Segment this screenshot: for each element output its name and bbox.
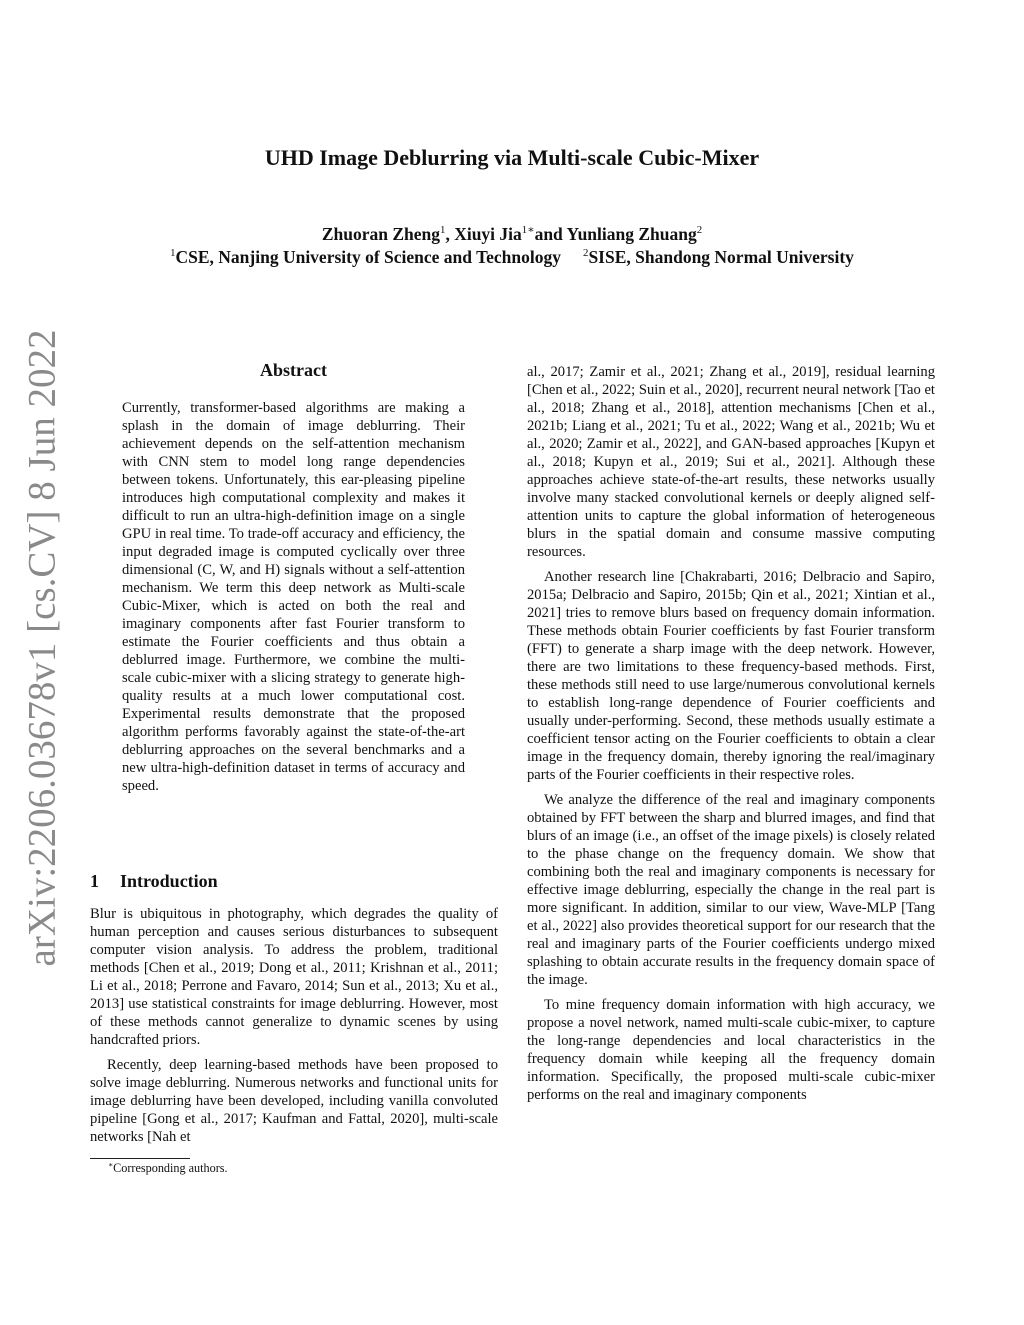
abstract-heading: Abstract (260, 360, 327, 380)
affiliation-list (0, 247, 1024, 268)
paper-title: UHD Image Deblurring via Multi-scale Cubic-Mixer (264, 145, 760, 170)
footnote-divider (90, 1158, 190, 1159)
author-affil-mark: 1∗ (521, 224, 535, 237)
section-heading (90, 871, 218, 892)
affiliation: $^2$SISE, Shandong Normal University (583, 247, 854, 267)
author-name: Yunliang Zhuang (566, 224, 697, 244)
paragraph: Blur is ubiquitous in photography, which degrades the quality of human perception and causes serious disturbances to subsequent computer vision analysis. To address the problem, traditional methods [Chen et al., 2019; Dong et al., 2011; Krishnan et al., 2011; Li et al., 2018; Perrone and Favaro, 2014; Sun et al., 2013; Xu et al., 2013] use statistical constraints for image deblurring. However, most of these methods cannot generalize to dynamic scenes by using handcrafted priors. (90, 906, 498, 1048)
intro-left-column (90, 905, 498, 1153)
author-name: Xiuyi Jia (454, 224, 522, 244)
paragraph: We analyze the difference of the real and imaginary components obtained by FFT between the sharp and blurred images, and find that blurs of an image (i.e., an offset of the image pixels) is closely related to the phase change on the frequency domain. We show that combining both the real and imaginary components is necessary for effective image deblurring, especially the change in the real part is more significant. In addition, similar to our view, Wave-MLP [Tang et al., 2022] also provides theoretical support for our research that the real and imaginary parts of the Fourier coefficients undergo mixed splashing to obtain accurate results in the frequency domain space of the image. (527, 792, 935, 988)
paragraph: Another research line [Chakrabarti, 2016; Delbracio and Sapiro, 2015a; Delbracio and Sapiro, 2015b; Qin et al., 2021; Xintian et al., 2021] tries to remove blurs based on frequency domain information. These methods obtain Fourier coefficients by fast Fourier transform (FFT) to generate a sharp image with the deep network. However, there are two limitations to these frequency-based methods. First, these methods still need to use large/numerous convolutional kernels to establish long-range dependence of Fourier coefficients and usually under-performing. Second, these methods usually estimate a coefficient tensor acting on the Fourier coefficients to obtain a clear image in the frequency domain, thereby ignoring the real/imaginary parts of the Fourier coefficients in their respective roles. (527, 569, 935, 783)
footnote (108, 1161, 228, 1176)
section-number: 1 (90, 871, 99, 891)
author-list: Zhuoran Zheng$^1$, Xiuyi Jia$^{1∗}$and Yunliang Zhuang$^2$ (321, 224, 703, 244)
intro-right-column (527, 363, 935, 1111)
author-affil-mark: 2 (696, 224, 703, 237)
paragraph: al., 2017; Zamir et al., 2021; Zhang et al., 2019], residual learning [Chen et al., 2022; Suin et al., 2020], recurrent neural network [Tao et al., 2018; Zhang et al., 2018], attention mechanisms [Chen et al., 2021b; Liang et al., 2021; Tu et al., 2022; Wang et al., 2021b; Wu et al., 2020; Zamir et al., 2022], and GAN-based approaches [Kupyn et al., 2018; Kupyn et al., 2019; Sui et al., 2021]. Although these approaches achieve state-of-the-art results, these networks usually involve many stacked convolutional kernels or deeply aligned self-attention units to capture the global information of heterogeneous blurs in the spatial domain and consume massive computing resources. (527, 364, 935, 560)
paragraph: To mine frequency domain information with high accuracy, we propose a novel network, named multi-scale cubic-mixer, to capture the long-range dependencies and local characteristics in the frequency domain while keeping all the frequency domain information. Specifically, the proposed multi-scale cubic-mixer performs on the real and imaginary components (527, 997, 935, 1103)
affiliation: $^1$CSE, Nanjing University of Science and Technology (170, 247, 562, 267)
author-affil-mark: 1 (440, 224, 446, 237)
section-title: Introduction (120, 871, 218, 891)
footnote-mark: ∗ (108, 1159, 114, 1169)
arxiv-identifier: arXiv:2206.03678v1 [cs.CV] 8 Jun 2022 (20, 329, 64, 967)
abstract-body: Currently, transformer-based algorithms are making a splash in the domain of image deblurring. Their achievement depends on the self-attention mechanism with CNN stem to model long range dependencies between tokens. Unfortunately, this ear-pleasing pipeline introduces high computational complexity and makes it difficult to run an ultra-high-definition image on a single GPU in real time. To trade-off accuracy and efficiency, the input degraded image is computed cyclically over three dimensional (C, W, and H) signals without a self-attention mechanism. We term this deep network as Multi-scale Cubic-Mixer, which is acted on both the real and imaginary components after fast Fourier transform to estimate the Fourier coefficients and thus obtain a deblurred image. Furthermore, we combine the multi-scale cubic-mixer with a slicing strategy to generate high-quality results at a much lower computational cost. Experimental results demonstrate that the proposed algorithm performs favorably against the state-of-the-art deblurring approaches on the several benchmarks and a new ultra-high-definition dataset in terms of accuracy and speed. (122, 400, 465, 794)
footnote-text: Corresponding authors. (113, 1161, 228, 1175)
paragraph: Recently, deep learning-based methods have been proposed to solve image deblurring. Numerous networks and functional units for image deblurring have been developed, including vanilla convoluted pipeline [Gong et al., 2017; Kaufman and Fattal, 2020], multi-scale networks [Nah et (90, 1057, 498, 1145)
author-name: Zhuoran Zheng (321, 224, 441, 244)
